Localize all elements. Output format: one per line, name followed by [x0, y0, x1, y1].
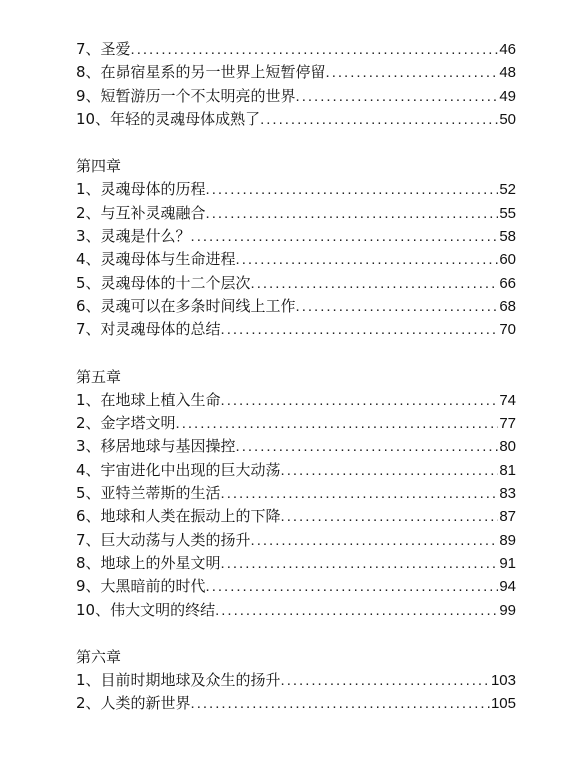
entry-page-number: 74: [499, 391, 516, 409]
leader-dots: [296, 85, 499, 108]
entry-title: 6、灵魂可以在多条时间线上工作: [76, 296, 296, 315]
toc-entry[interactable]: [76, 412, 516, 435]
chapter-heading: 第六章: [76, 647, 122, 666]
toc-entry[interactable]: [76, 669, 516, 692]
entry-title: 9、大黑暗前的时代: [76, 577, 206, 596]
leader-dots: [215, 599, 498, 622]
toc-entry[interactable]: [76, 85, 516, 108]
entry-page-number: 103: [490, 672, 516, 690]
toc-entry[interactable]: [76, 202, 516, 225]
entry-title: 2、金字塔文明: [76, 414, 176, 433]
leader-dots: [326, 61, 499, 84]
toc-entry[interactable]: [76, 692, 516, 715]
leader-dots: [206, 178, 499, 201]
chapter-heading: 第四章: [76, 157, 122, 176]
leader-dots: [251, 529, 499, 552]
entry-page-number: 48: [499, 64, 516, 82]
section-gap: [76, 622, 516, 646]
toc-entry[interactable]: [76, 599, 516, 622]
toc-entry[interactable]: [76, 61, 516, 84]
toc-entry[interactable]: [76, 318, 516, 341]
entry-title: 4、宇宙进化中出现的巨大动荡: [76, 460, 281, 479]
leader-dots: [281, 459, 499, 482]
leader-dots: [206, 575, 499, 598]
entry-title: 3、移居地球与基因操控: [76, 437, 236, 456]
leader-dots: [131, 38, 499, 61]
toc-entry[interactable]: [76, 178, 516, 201]
section-gap: [76, 131, 516, 155]
entry-title: 5、亚特兰蒂斯的生活: [76, 484, 221, 503]
entry-title: 7、巨大动荡与人类的扬升: [76, 530, 251, 549]
entry-page-number: 49: [499, 87, 516, 105]
entry-title: 3、灵魂是什么？: [76, 227, 191, 246]
entry-page-number: 66: [499, 274, 516, 292]
table-of-contents: [76, 38, 516, 716]
leader-dots: [221, 552, 499, 575]
toc-entry[interactable]: [76, 272, 516, 295]
entry-title: 2、人类的新世界: [76, 694, 191, 713]
entry-title: 8、地球上的外星文明: [76, 553, 221, 572]
section-gap: [76, 342, 516, 366]
entry-page-number: 52: [499, 181, 516, 199]
entry-title: 7、圣爱: [76, 40, 131, 58]
toc-entry[interactable]: [76, 108, 516, 131]
entry-page-number: 105: [490, 695, 516, 713]
leader-dots: [236, 248, 499, 271]
toc-entry[interactable]: [76, 529, 516, 552]
leader-dots: [296, 295, 499, 318]
entry-title: 5、灵魂母体的十二个层次: [76, 273, 251, 292]
entry-page-number: 50: [499, 110, 516, 128]
toc-entry[interactable]: [76, 459, 516, 482]
chapter-heading: 第五章: [76, 367, 122, 386]
entry-page-number: 77: [499, 415, 516, 433]
toc-entry[interactable]: [76, 295, 516, 318]
leader-dots: [191, 692, 490, 715]
entry-page-number: 58: [499, 228, 516, 246]
entry-page-number: 55: [499, 204, 516, 222]
leader-dots: [251, 272, 499, 295]
entry-page-number: 91: [499, 554, 516, 572]
toc-entry[interactable]: [76, 38, 516, 61]
leader-dots: [221, 389, 499, 412]
toc-entry[interactable]: [76, 482, 516, 505]
leader-dots: [281, 505, 499, 528]
entry-page-number: 81: [499, 461, 516, 479]
toc-entry[interactable]: [76, 389, 516, 412]
entry-title: 7、对灵魂母体的总结: [76, 320, 221, 339]
toc-entry[interactable]: [76, 552, 516, 575]
toc-section-chapter-4: [76, 155, 516, 341]
entry-title: 1、目前时期地球及众生的扬升: [76, 671, 281, 690]
leader-dots: [281, 669, 490, 692]
toc-section-chapter-5: [76, 366, 516, 622]
entry-page-number: 94: [499, 578, 516, 596]
toc-entry[interactable]: [76, 225, 516, 248]
entry-title: 10、年轻的灵魂母体成熟了: [76, 109, 261, 128]
leader-dots: [260, 108, 498, 131]
leader-dots: [236, 435, 499, 458]
entry-page-number: 87: [499, 508, 516, 526]
leader-dots: [191, 225, 499, 248]
entry-page-number: 89: [499, 531, 516, 549]
toc-section-chapter-6: [76, 646, 516, 716]
entry-title: 2、与互补灵魂融合: [76, 203, 206, 222]
entry-page-number: 70: [499, 321, 516, 339]
entry-title: 8、在昴宿星系的另一世界上短暂停留: [76, 63, 326, 82]
toc-entry[interactable]: [76, 575, 516, 598]
entry-title: 6、地球和人类在振动上的下降: [76, 507, 281, 526]
entry-title: 1、灵魂母体的历程: [76, 180, 206, 199]
entry-page-number: 99: [499, 601, 516, 619]
toc-entry[interactable]: [76, 435, 516, 458]
entry-title: 10、伟大文明的终结: [76, 600, 216, 619]
entry-title: 9、短暂游历一个不太明亮的世界: [76, 86, 296, 105]
toc-entry[interactable]: [76, 248, 516, 271]
toc-entry[interactable]: [76, 505, 516, 528]
entry-page-number: 68: [499, 297, 516, 315]
entry-page-number: 46: [499, 41, 516, 58]
entry-title: 1、在地球上植入生命: [76, 390, 221, 409]
entry-page-number: 60: [499, 251, 516, 269]
entry-page-number: 83: [499, 485, 516, 503]
leader-dots: [176, 412, 499, 435]
leader-dots: [206, 202, 499, 225]
entry-title: 4、灵魂母体与生命进程: [76, 250, 236, 269]
leader-dots: [221, 482, 499, 505]
leader-dots: [221, 318, 499, 341]
toc-section-continued: [76, 38, 516, 131]
entry-page-number: 80: [499, 438, 516, 456]
